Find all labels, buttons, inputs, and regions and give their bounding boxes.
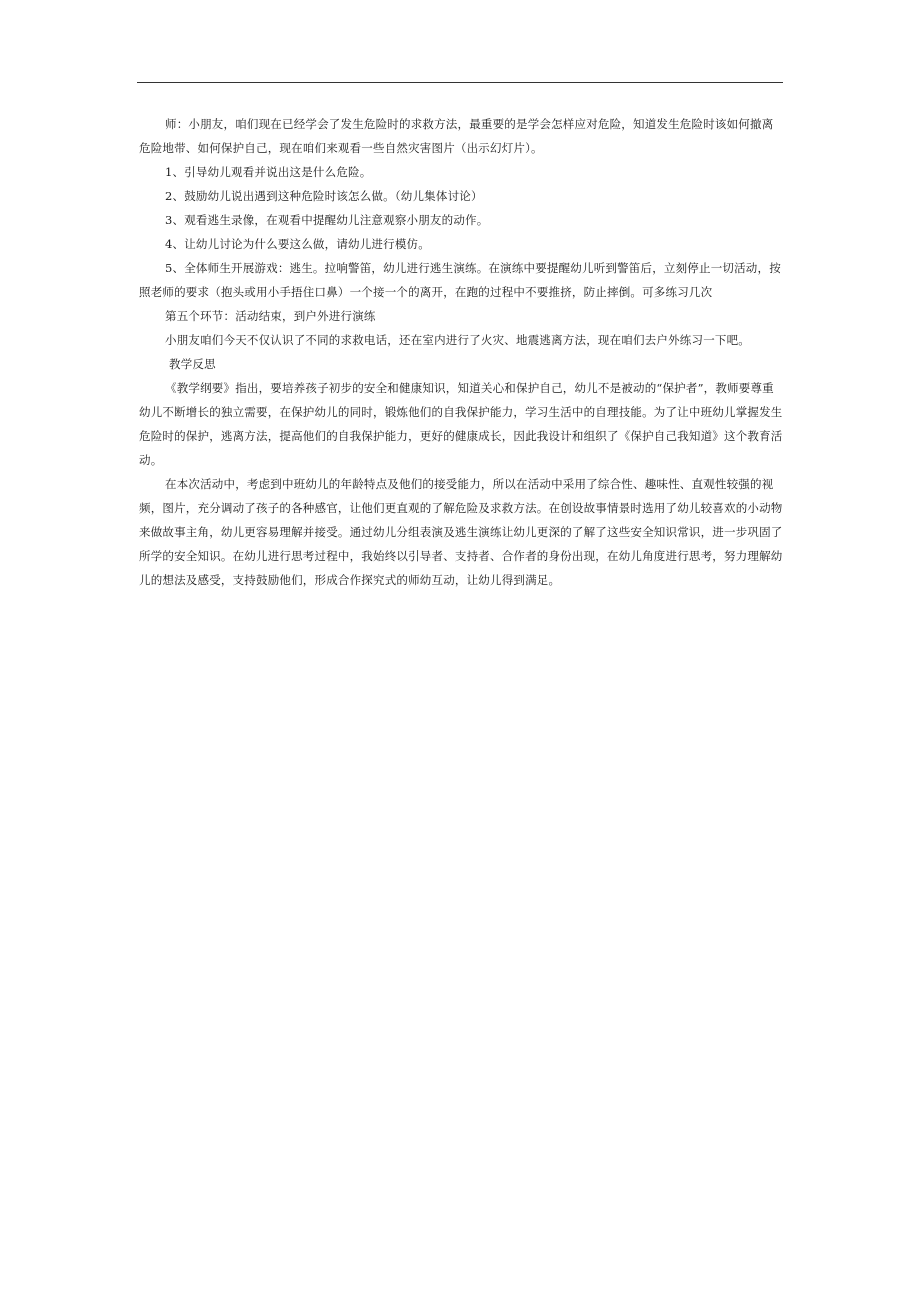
- header-divider: [137, 82, 783, 83]
- teacher-intro-paragraph: 师：小朋友，咱们现在已经学会了发生危险时的求救方法，最重要的是学会怎样应对危险，知道发生危险时该如何撤离危险地带、如何保护自己，现在咱们来观看一些自然灾害图片（出示幻灯片）。: [139, 117, 774, 155]
- step-1-paragraph: 1、引导幼儿观看并说出这是什么危险。: [165, 165, 372, 179]
- step-4-paragraph: 4、让幼儿讨论为什么要这么做，请幼儿进行模仿。: [165, 237, 430, 251]
- reflection-paragraph-1: 《教学纲要》指出，要培养孩子初步的安全和健康知识，知道关心和保护自己，幼儿不是被动的“保护者”，教师要尊重幼儿不断增长的独立需要，在保护幼儿的同时，锻炼他们的自我保护能力，学习生活中的自理技能。为了让中班幼儿掌握发生危险时的保护，逃离方法，提高他们的自我保护能力，更好的健康成长，因此我设计和组织了《保护自己我知道》这个教育活动。: [139, 381, 783, 467]
- step-5-paragraph: 5、全体师生开展游戏：逃生。拉响警笛，幼儿进行逃生演练。在演练中要提醒幼儿听到警笛后，立刻停止一切活动，按照老师的要求（抱头或用小手捂住口鼻）一个接一个的离开，在跑的过程中不要推挤，防止摔倒。可多练习几次: [139, 261, 781, 299]
- step-2-paragraph: 2、鼓励幼儿说出遇到这种危险时该怎么做。（幼儿集体讨论）: [165, 189, 483, 203]
- section-five-heading: 第五个环节：活动结束，到户外进行演练: [165, 309, 376, 323]
- step-3-paragraph: 3、观看逃生录像，在观看中提醒幼儿注意观察小朋友的动作。: [165, 213, 489, 227]
- reflection-paragraph-2: 在本次活动中，考虑到中班幼儿的年龄特点及他们的接受能力，所以在活动中采用了综合性、趣味性、直观性较强的视频，图片，充分调动了孩子的各种感官，让他们更直观的了解危险及求救方法。在创设故事情景时选用了幼儿较喜欢的小动物来做故事主角，幼儿更容易理解并接受。通过幼儿分组表演及逃生演练让幼儿更深的了解了这些安全知识常识，进一步巩固了所学的安全知识。在幼儿进行思考过程中，我始终以引导者、支持者、合作者的身份出现，在幼儿角度进行思考，努力理解幼儿的想法及感受，支持鼓励他们，形成合作探究式的师幼互动，让幼儿得到满足。: [139, 477, 783, 587]
- closing-paragraph: 小朋友咱们今天不仅认识了不同的求救电话，还在室内进行了火灾、地震逃离方法，现在咱们去户外练习一下吧。: [165, 333, 750, 347]
- reflection-heading: 教学反思: [169, 357, 216, 371]
- document-body: [139, 112, 783, 592]
